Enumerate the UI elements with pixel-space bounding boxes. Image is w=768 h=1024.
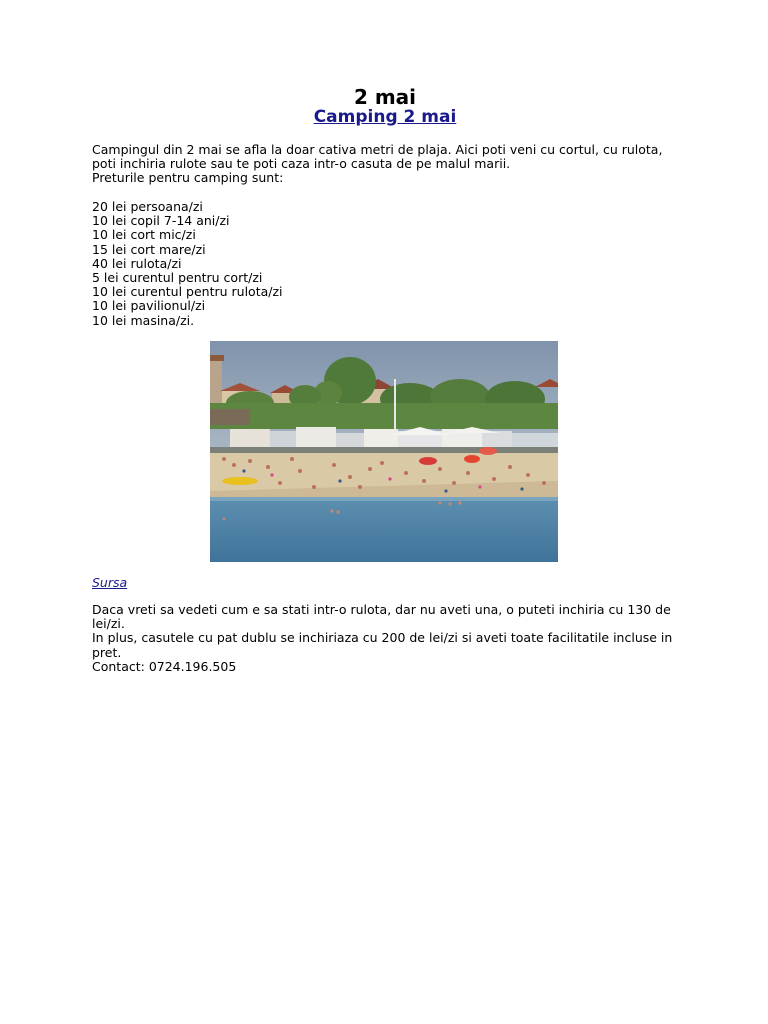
beach-camping-photo bbox=[210, 341, 558, 562]
price-item-child: 10 lei copil 7-14 ani/zi bbox=[92, 213, 230, 229]
price-list bbox=[92, 200, 687, 328]
intro-paragraph bbox=[92, 143, 687, 186]
source-link[interactable]: Sursa bbox=[92, 575, 128, 590]
price-item-car: 10 lei masina/zi. bbox=[92, 312, 195, 328]
intro-text: Campingul din 2 mai se afla la doar cativa metri de plaja. Aici poti veni cu cortul, cu rulota, poti inchiria rulote sau te poti caza intr-o casuta de pe malul marii. bbox=[92, 142, 663, 172]
page-subtitle bbox=[0, 106, 768, 128]
source-line bbox=[92, 576, 127, 590]
price-item-pavilion: 10 lei pavilionul/zi bbox=[92, 298, 206, 314]
page-title: 2 mai bbox=[353, 85, 417, 109]
prices-intro-text: Preturile pentru camping sunt: bbox=[92, 170, 284, 186]
price-item-large-tent: 15 lei cort mare/zi bbox=[92, 241, 206, 257]
camping-title-link[interactable]: Camping 2 mai bbox=[313, 107, 457, 127]
price-item-person: 20 lei persoana/zi bbox=[92, 199, 203, 214]
price-item-caravan: 40 lei rulota/zi bbox=[92, 255, 182, 271]
price-item-tent-power: 5 lei curentul pentru cort/zi bbox=[92, 270, 263, 286]
caravan-rent-text: Daca vreti sa vedeti cum e sa stati intr-o rulota, dar nu aveti una, o puteti inchiria cu 130 de lei/zi. bbox=[92, 602, 671, 632]
cabins-text: In plus, casutele cu pat dublu se inchiriaza cu 200 de lei/zi si aveti toate facilitatile incluse in pret. bbox=[92, 630, 673, 660]
outro-paragraph bbox=[92, 603, 682, 674]
price-item-small-tent: 10 lei cort mic/zi bbox=[92, 227, 196, 243]
contact-text: Contact: 0724.196.505 bbox=[92, 658, 237, 674]
price-item-caravan-power: 10 lei curentul pentru rulota/zi bbox=[92, 284, 283, 300]
price-list-block bbox=[92, 200, 687, 328]
